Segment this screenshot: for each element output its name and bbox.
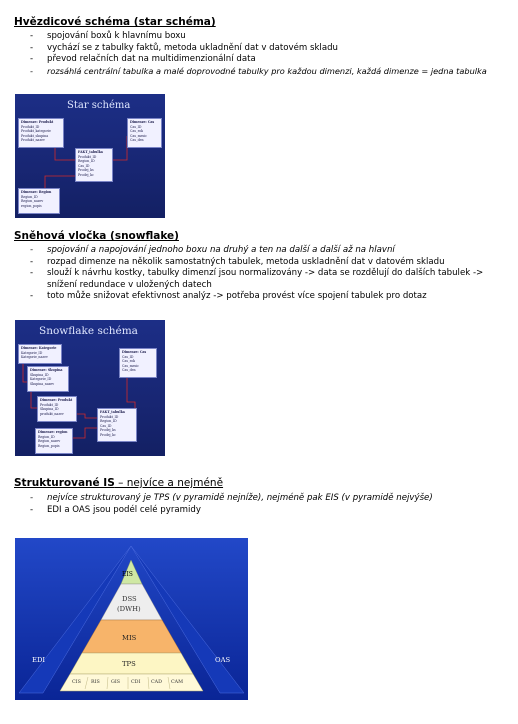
table-box-title: FAKT_tabulka <box>100 410 125 414</box>
pyramid-base-item: RIS <box>91 680 100 685</box>
table-field: Region_ID <box>78 159 95 164</box>
table-box-title: Dimenze: Cas <box>122 350 147 354</box>
list-item: - spojování boxů k hlavnímu boxu <box>30 31 510 43</box>
pyramid-base-item: CAD <box>151 680 162 685</box>
table-field: Produkt_ID <box>78 154 97 159</box>
table-field: Cas_den <box>122 368 136 373</box>
table-field: Kategorie_nazev <box>21 355 48 360</box>
table-field: Produkt_kategorie <box>21 129 51 134</box>
table-field: Region_ID <box>100 419 117 424</box>
table-field: Cas_den <box>130 138 144 143</box>
pyramid-base-item: CIS <box>72 680 81 685</box>
table-field: Cas_mesic <box>130 133 147 138</box>
pyramid-base-item: CDI <box>131 680 141 685</box>
pyramid-base-item: CAM <box>171 680 184 685</box>
table-box-title: Dimenze: Produkt <box>40 398 73 402</box>
table-field: Region_nazev <box>38 439 61 444</box>
heading-main: Strukturované IS <box>14 477 115 489</box>
slide-title: Snowflake schéma <box>39 325 138 337</box>
star-bullet-list <box>30 31 510 77</box>
table-box-fakt <box>97 408 137 442</box>
table-box-title: Dimenze: Produkt <box>21 120 54 124</box>
table-box-produkt <box>37 396 77 422</box>
pyramid-label-dwh: (DWH) <box>117 605 141 613</box>
table-field: Skupina_nazev <box>30 381 55 386</box>
table-field: Produkt_skupina <box>21 133 49 138</box>
table-field: Cas_ID <box>100 423 112 428</box>
list-item: - rozsáhlá centrální tabulka a malé doprovodné tabulky pro každou dimenzi, každá dimenze = jedna tabulka <box>30 66 510 78</box>
pyramid-label-tps: TPS <box>122 660 136 668</box>
table-field: Prodej_ks <box>78 168 94 173</box>
table-box-title: Dimenze: Skupina <box>30 368 63 372</box>
table-field: Prodej_kc <box>100 432 116 437</box>
list-item: - toto může snižovat efektivnost analýz -> potřeba provést více spojení tabulek pro dotaz <box>30 291 510 303</box>
list-item: - převod relačních dat na multidimenzionální data <box>30 54 510 66</box>
pyramid-label-dss: DSS <box>122 595 137 603</box>
star-schema-slide <box>15 94 165 218</box>
pyramid-label-eis: EIS <box>122 571 133 578</box>
section-heading-structured-is <box>14 477 223 489</box>
table-field: Region_nazev <box>21 199 44 204</box>
table-box-fakt <box>75 148 113 182</box>
table-box-title: Dimenze: Cas <box>130 120 155 124</box>
structured-is-bullet-list <box>30 493 510 516</box>
table-field: Prodej_ks <box>100 428 116 433</box>
table-box-skupina <box>27 366 69 392</box>
table-box-region <box>18 188 60 214</box>
pyramid-side-label-edi: EDI <box>32 656 46 664</box>
table-field: Cas_ID <box>122 354 134 359</box>
pyramid-label-mis: MIS <box>122 634 137 642</box>
snowflake-bullet-list <box>30 245 510 303</box>
is-pyramid-diagram <box>15 538 248 700</box>
slide-title: Star schéma <box>67 100 131 111</box>
table-field: Produkt_ID <box>21 124 40 129</box>
table-box-cas <box>127 118 162 148</box>
table-box-region <box>35 428 73 454</box>
list-item: - EDI a OAS jsou podél celé pyramidy <box>30 505 510 517</box>
table-field: Produkt_ID <box>100 414 119 419</box>
list-item: - rozpad dimenze na několik samostatných tabulek, metoda uskladnění dat v datovém skladu <box>30 257 510 269</box>
table-field: Kategorie_ID <box>21 350 43 355</box>
pyramid-side-label-oas: OAS <box>215 656 231 664</box>
pyramid-shapes <box>15 538 248 700</box>
table-field: Cas_ID <box>78 163 90 168</box>
heading-rest: – nejvíce a nejméně <box>114 477 224 489</box>
table-field: Produkt_ID <box>40 402 59 407</box>
table-field: Cas_rok <box>130 129 143 134</box>
table-field: Prodej_kc <box>78 172 94 177</box>
table-box-title: Dimenze: region <box>38 430 68 434</box>
section-heading-star: Hvězdicové schéma (star schéma) <box>14 16 216 28</box>
list-item: - slouží k návrhu kostky, tabulky dimenzí jsou normalizovány -> data se rozdělují do dalších tabulek -> snížení redundace v uložených datech <box>30 268 510 291</box>
table-box-cas <box>119 348 157 378</box>
list-item: - nejvíce strukturovaný je TPS (v pyramidě nejníže), nejméně pak EIS (v pyramidě nejvýše) <box>30 493 510 505</box>
table-field: Cas_ID <box>130 124 142 129</box>
list-item: - spojování a napojování jednoho boxu na druhý a ten na další a další až na hlavní <box>30 245 510 257</box>
table-box-produkt <box>18 118 64 148</box>
table-box-title: FAKT_tabulka <box>78 150 103 154</box>
table-field: region_popis <box>21 203 42 208</box>
pyramid-base-item: GIS <box>111 680 121 685</box>
table-field: produkt_nazev <box>40 411 64 416</box>
table-field: Region_popis <box>38 443 60 448</box>
table-field: Cas_rok <box>122 359 135 364</box>
table-box-kategorie <box>18 344 62 364</box>
table-field: Region_ID <box>21 194 38 199</box>
table-field: Skupina_ID <box>40 407 59 412</box>
snowflake-schema-slide <box>15 320 165 456</box>
table-box-title: Dimenze: Region <box>21 190 52 194</box>
table-field: Kategorie_ID <box>30 377 52 382</box>
table-box-title: Dimenze: Kategorie <box>21 346 57 350</box>
list-item: - vychází se z tabulky faktů, metoda ukladnění dat v datovém skladu <box>30 43 510 55</box>
table-field: Cas_mesic <box>122 363 139 368</box>
table-field: Skupina_ID <box>30 372 49 377</box>
section-heading-snowflake: Sněhová vločka (snowflake) <box>14 230 179 242</box>
table-field: Region_ID <box>38 434 55 439</box>
table-field: Produkt_nazev <box>21 138 45 143</box>
